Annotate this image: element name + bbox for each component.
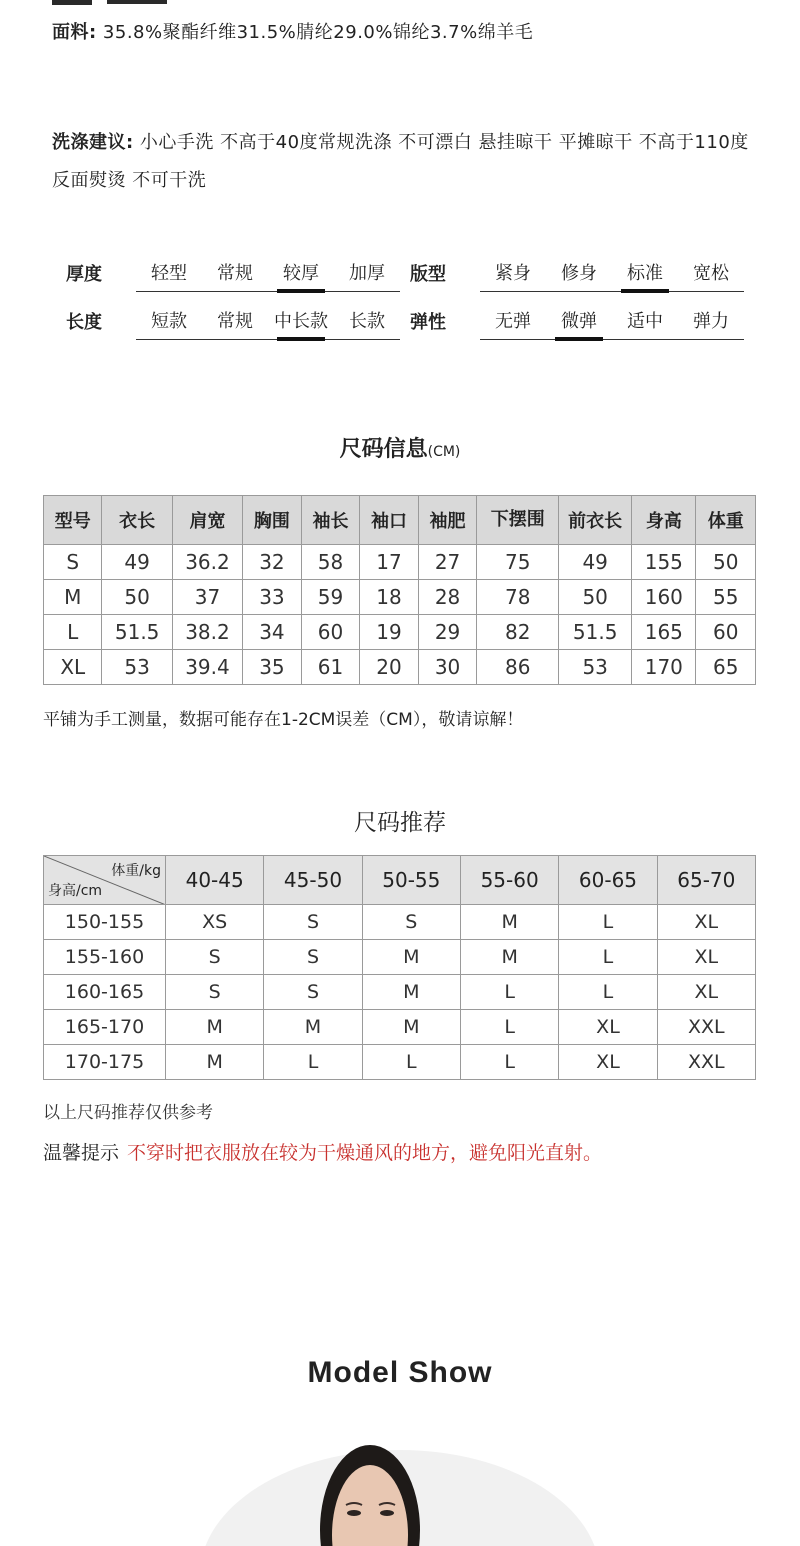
- attr-option: 轻型: [151, 263, 187, 284]
- size-info-cell: L: [44, 615, 102, 650]
- size-info-unit: (CM): [427, 444, 461, 460]
- size-rec-row: [44, 975, 756, 1010]
- size-info-cell: 58: [301, 545, 360, 580]
- size-rec-cell: S: [362, 905, 460, 940]
- size-info-cell: 55: [696, 580, 756, 615]
- size-rec-corner-cell: [44, 856, 166, 905]
- fabric-label: 面料:: [52, 22, 97, 43]
- size-rec-weight-header: 50-55: [362, 856, 460, 905]
- size-info-cell: 50: [559, 580, 632, 615]
- size-info-header-cell: 肩宽: [172, 496, 242, 545]
- size-info-cell: 86: [477, 650, 559, 685]
- fabric-info: [52, 18, 533, 44]
- model-photo-illustration: [200, 1445, 600, 1546]
- size-rec-cell: XL: [559, 1045, 657, 1080]
- size-info-header-cell: 袖口: [360, 496, 419, 545]
- size-rec-row: [44, 1010, 756, 1045]
- size-info-row: [44, 580, 756, 615]
- wash-info: [52, 124, 760, 200]
- corner-weight-label: 体重/kg: [111, 863, 161, 879]
- model-show-title: Model Show: [307, 1356, 493, 1389]
- attr-option: 中长款: [268, 307, 334, 339]
- size-rec-weight-header: 60-65: [559, 856, 657, 905]
- size-rec-cell: M: [166, 1045, 264, 1080]
- size-info-cell: 27: [418, 545, 477, 580]
- attr-label-length: 长度: [66, 312, 102, 333]
- size-rec-cell: M: [362, 975, 460, 1010]
- wash-label: 洗涤建议:: [52, 132, 134, 153]
- corner-height-label: 身高/cm: [48, 883, 103, 899]
- attr-option: 加厚: [349, 263, 385, 284]
- size-rec-cell: XS: [166, 905, 264, 940]
- size-rec-weight-header: 65-70: [657, 856, 755, 905]
- size-rec-cell: XXL: [657, 1045, 755, 1080]
- size-rec-weight-header: 55-60: [460, 856, 558, 905]
- size-info-cell: 35: [243, 650, 302, 685]
- size-info-cell: 36.2: [172, 545, 242, 580]
- size-rec-reference: 以上尺码推荐仅供参考: [43, 1103, 213, 1123]
- size-info-header-cell: 型号: [44, 496, 102, 545]
- attr-option: 常规: [217, 263, 253, 284]
- size-info-cell: 51.5: [559, 615, 632, 650]
- size-info-row: [44, 545, 756, 580]
- size-rec-row: [44, 940, 756, 975]
- size-rec-cell: S: [264, 975, 362, 1010]
- attr-options-fit: [480, 259, 744, 292]
- size-info-cell: 170: [632, 650, 696, 685]
- attr-option: 短款: [151, 311, 187, 332]
- size-rec-cell: L: [362, 1045, 460, 1080]
- size-info-header-cell: 袖长: [301, 496, 360, 545]
- care-tip-label: 温馨提示: [43, 1142, 120, 1164]
- care-tip-text: 不穿时把衣服放在较为干燥通风的地方，避免阳光直射。: [127, 1142, 603, 1164]
- size-info-cell: 75: [477, 545, 559, 580]
- size-info-row: [44, 650, 756, 685]
- attr-options-elasticity: [480, 307, 744, 340]
- size-rec-height-cell: 160-165: [44, 975, 166, 1010]
- size-rec-cell: M: [166, 1010, 264, 1045]
- size-rec-cell: M: [460, 940, 558, 975]
- size-rec-cell: S: [166, 975, 264, 1010]
- size-info-cell: 61: [301, 650, 360, 685]
- attr-option: 适中: [627, 311, 663, 332]
- size-info-cell: 53: [559, 650, 632, 685]
- size-info-cell: 49: [102, 545, 172, 580]
- size-info-cell: 60: [301, 615, 360, 650]
- attr-option: 长款: [349, 311, 385, 332]
- size-info-cell: 29: [418, 615, 477, 650]
- size-info-cell: 82: [477, 615, 559, 650]
- size-rec-height-cell: 150-155: [44, 905, 166, 940]
- size-info-row: [44, 615, 756, 650]
- size-rec-height-cell: 170-175: [44, 1045, 166, 1080]
- size-rec-cell: M: [460, 905, 558, 940]
- size-info-header-cell: 前衣长: [559, 496, 632, 545]
- size-info-cell: 20: [360, 650, 419, 685]
- size-info-cell: 37: [172, 580, 242, 615]
- size-rec-cell: L: [460, 1045, 558, 1080]
- size-rec-row: [44, 905, 756, 940]
- attr-option: 弹力: [693, 311, 729, 332]
- cropped-heading: [52, 0, 172, 6]
- size-info-cell: 34: [243, 615, 302, 650]
- size-info-cell: 60: [696, 615, 756, 650]
- attr-option: 微弹: [546, 307, 612, 339]
- size-info-header-cell: 衣长: [102, 496, 172, 545]
- size-info-cell: 160: [632, 580, 696, 615]
- size-info-cell: 53: [102, 650, 172, 685]
- size-rec-weight-header: 45-50: [264, 856, 362, 905]
- size-rec-cell: L: [264, 1045, 362, 1080]
- size-rec-cell: L: [460, 975, 558, 1010]
- size-rec-cell: S: [264, 940, 362, 975]
- attr-option: 紧身: [495, 263, 531, 284]
- measure-note: 平铺为手工测量，数据可能存在1-2CM误差（CM），敬请谅解！: [43, 710, 524, 730]
- size-rec-cell: S: [166, 940, 264, 975]
- size-info-cell: 78: [477, 580, 559, 615]
- size-info-table: [43, 495, 756, 685]
- size-info-header-cell: 下摆围: [477, 496, 559, 545]
- size-info-cell: S: [44, 545, 102, 580]
- attr-option: 较厚: [268, 259, 334, 291]
- size-info-cell: 59: [301, 580, 360, 615]
- size-rec-cell: XL: [657, 905, 755, 940]
- size-rec-cell: L: [559, 975, 657, 1010]
- size-info-cell: 155: [632, 545, 696, 580]
- size-info-header-cell: 胸围: [243, 496, 302, 545]
- size-rec-title: 尺码推荐: [354, 810, 446, 836]
- size-info-cell: 50: [696, 545, 756, 580]
- size-info-cell: 165: [632, 615, 696, 650]
- attr-option: 标准: [612, 259, 678, 291]
- size-rec-height-cell: 165-170: [44, 1010, 166, 1045]
- attr-options-length: [136, 307, 400, 340]
- attr-label-elasticity: 弹性: [410, 312, 446, 333]
- model-photo: [200, 1445, 600, 1546]
- size-info-cell: 39.4: [172, 650, 242, 685]
- care-tip: [43, 1138, 602, 1165]
- size-rec-cell: M: [264, 1010, 362, 1045]
- size-rec-cell: M: [362, 940, 460, 975]
- size-info-title: [0, 432, 800, 463]
- size-rec-cell: XL: [657, 975, 755, 1010]
- size-info-cell: 32: [243, 545, 302, 580]
- size-rec-cell: L: [559, 940, 657, 975]
- size-rec-table: [43, 855, 756, 1080]
- attr-label-thickness: 厚度: [66, 264, 102, 285]
- size-info-cell: 17: [360, 545, 419, 580]
- size-info-header-cell: 袖肥: [418, 496, 477, 545]
- size-rec-cell: L: [559, 905, 657, 940]
- size-info-header-cell: 体重: [696, 496, 756, 545]
- attr-options-thickness: [136, 259, 400, 292]
- size-info-cell: XL: [44, 650, 102, 685]
- size-rec-cell: S: [264, 905, 362, 940]
- size-rec-cell: XXL: [657, 1010, 755, 1045]
- attr-label-fit: 版型: [410, 264, 446, 285]
- size-info-title-text: 尺码信息: [339, 437, 428, 462]
- size-rec-height-cell: 155-160: [44, 940, 166, 975]
- size-info-cell: M: [44, 580, 102, 615]
- attr-option: 无弹: [495, 311, 531, 332]
- size-info-cell: 19: [360, 615, 419, 650]
- size-info-cell: 65: [696, 650, 756, 685]
- size-info-cell: 28: [418, 580, 477, 615]
- size-rec-weight-header: 40-45: [166, 856, 264, 905]
- size-info-cell: 30: [418, 650, 477, 685]
- size-info-header-cell: 身高: [632, 496, 696, 545]
- attr-option: 常规: [217, 311, 253, 332]
- size-info-cell: 50: [102, 580, 172, 615]
- wash-value: 小心手洗 不高于40度常规洗涤 不可漂白 悬挂晾干 平摊晾干 不高于110度反面熨烫 不可干洗: [52, 132, 749, 191]
- size-rec-cell: XL: [657, 940, 755, 975]
- size-info-cell: 51.5: [102, 615, 172, 650]
- size-rec-row: [44, 1045, 756, 1080]
- attr-option: 修身: [561, 263, 597, 284]
- size-info-header-row: [44, 496, 756, 545]
- size-info-cell: 49: [559, 545, 632, 580]
- size-rec-cell: L: [460, 1010, 558, 1045]
- attr-option: 宽松: [693, 263, 729, 284]
- fabric-value: 35.8%聚酯纤维31.5%腈纶29.0%锦纶3.7%绵羊毛: [96, 22, 534, 43]
- size-rec-header-row: [44, 856, 756, 905]
- size-info-cell: 38.2: [172, 615, 242, 650]
- size-rec-cell: XL: [559, 1010, 657, 1045]
- size-rec-cell: M: [362, 1010, 460, 1045]
- size-info-cell: 33: [243, 580, 302, 615]
- size-info-cell: 18: [360, 580, 419, 615]
